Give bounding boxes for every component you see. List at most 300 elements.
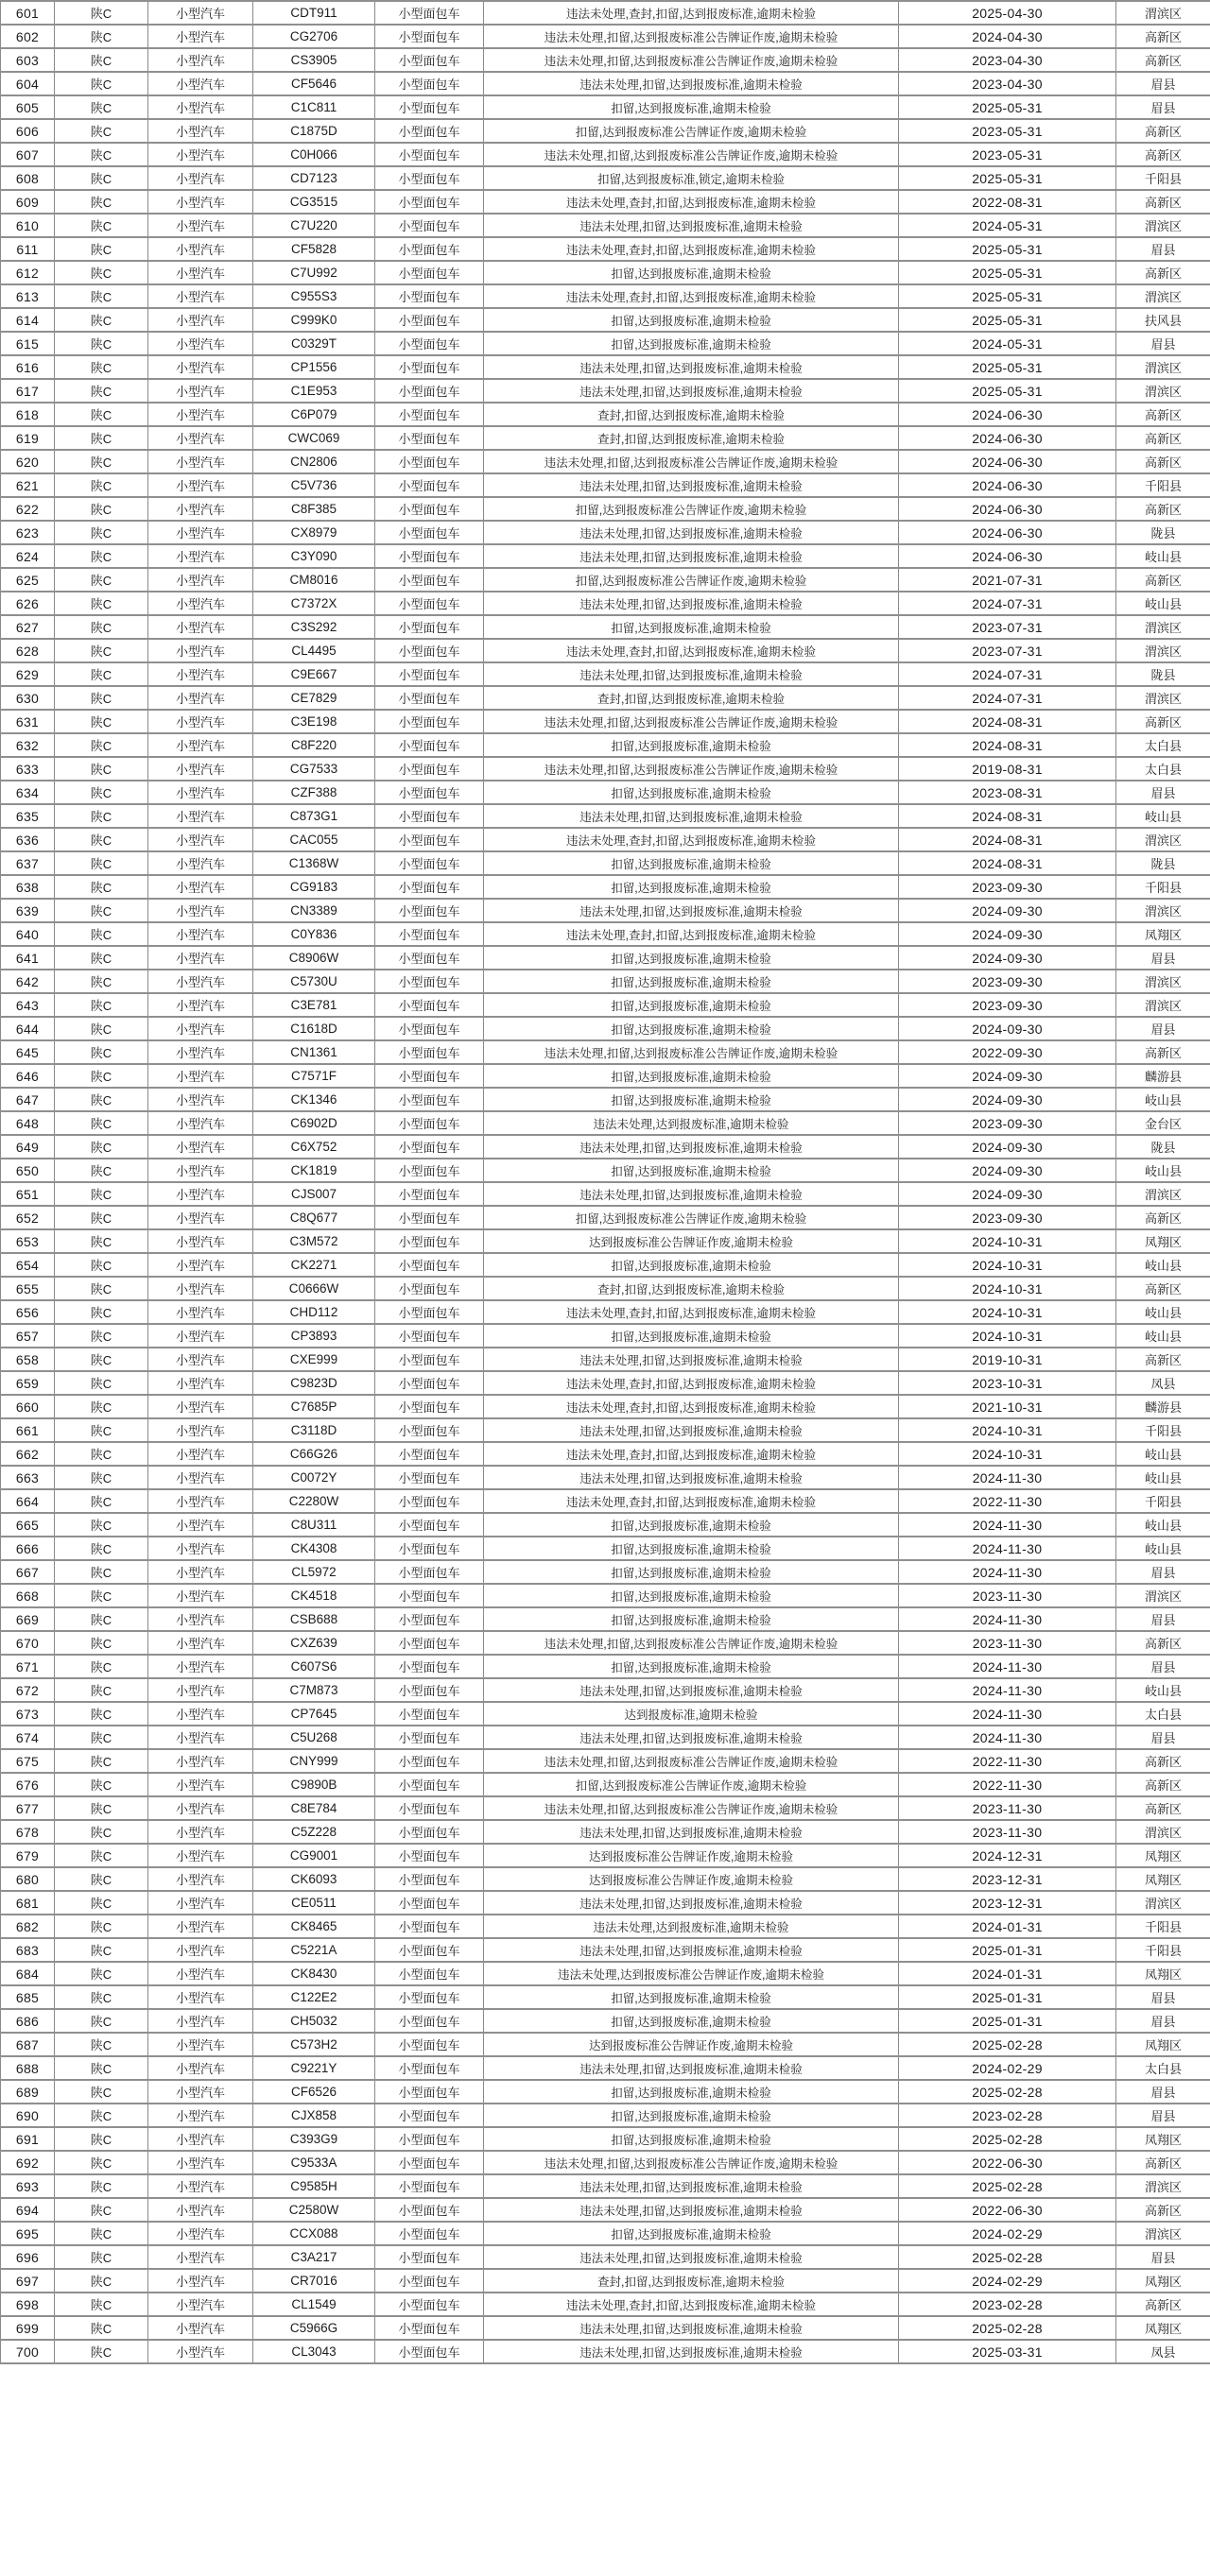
cell-district: 高新区 <box>1116 1773 1210 1796</box>
cell-sequence-number: 680 <box>1 1867 55 1891</box>
cell-plate-prefix: 陕C <box>55 190 148 214</box>
cell-vehicle-type: 小型面包车 <box>375 781 484 804</box>
table-row <box>1 2316 1210 2340</box>
cell-plate-prefix: 陕C <box>55 615 148 639</box>
cell-sequence-number: 643 <box>1 993 55 1017</box>
table-row <box>1 1584 1210 1607</box>
cell-deadline-date: 2024-08-31 <box>899 710 1116 733</box>
cell-plate-number: C3S292 <box>253 615 375 639</box>
cell-sequence-number: 610 <box>1 214 55 237</box>
cell-sequence-number: 603 <box>1 48 55 72</box>
cell-plate-number: CCX088 <box>253 2222 375 2245</box>
cell-plate-prefix: 陕C <box>55 1584 148 1607</box>
table-row <box>1 403 1210 426</box>
cell-scrap-status: 违法未处理,扣留,达到报废标准公告牌证作废,逾期未检验 <box>484 710 899 733</box>
cell-scrap-status: 违法未处理,查封,扣留,达到报废标准,逾期未检验 <box>484 237 899 261</box>
cell-district: 千阳县 <box>1116 875 1210 899</box>
cell-scrap-status: 违法未处理,扣留,达到报废标准,逾期未检验 <box>484 2198 899 2222</box>
cell-scrap-status: 扣留,达到报废标准,逾期未检验 <box>484 851 899 875</box>
table-row <box>1 1489 1210 1513</box>
cell-vehicle-class: 小型汽车 <box>148 1489 253 1513</box>
cell-scrap-status: 扣留,达到报废标准,逾期未检验 <box>484 733 899 757</box>
cell-plate-number: C3118D <box>253 1418 375 1442</box>
cell-scrap-status: 违法未处理,达到报废标准,逾期未检验 <box>484 1111 899 1135</box>
cell-vehicle-class: 小型汽车 <box>148 1040 253 1064</box>
cell-plate-prefix: 陕C <box>55 143 148 166</box>
table-row <box>1 1088 1210 1111</box>
cell-deadline-date: 2022-06-30 <box>899 2151 1116 2174</box>
cell-sequence-number: 693 <box>1 2174 55 2198</box>
table-row <box>1 48 1210 72</box>
cell-sequence-number: 630 <box>1 686 55 710</box>
cell-vehicle-type: 小型面包车 <box>375 1206 484 1229</box>
cell-vehicle-class: 小型汽车 <box>148 1229 253 1253</box>
cell-vehicle-type: 小型面包车 <box>375 970 484 993</box>
cell-deadline-date: 2024-11-30 <box>899 1726 1116 1749</box>
cell-plate-number: C1875D <box>253 119 375 143</box>
cell-scrap-status: 扣留,达到报废标准,逾期未检验 <box>484 1159 899 1182</box>
cell-vehicle-type: 小型面包车 <box>375 403 484 426</box>
cell-sequence-number: 677 <box>1 1796 55 1820</box>
cell-sequence-number: 666 <box>1 1537 55 1560</box>
cell-plate-prefix: 陕C <box>55 1749 148 1773</box>
table-row <box>1 1867 1210 1891</box>
cell-district: 眉县 <box>1116 2009 1210 2033</box>
cell-plate-prefix: 陕C <box>55 1040 148 1064</box>
cell-vehicle-class: 小型汽车 <box>148 521 253 544</box>
cell-vehicle-class: 小型汽车 <box>148 970 253 993</box>
cell-vehicle-type: 小型面包车 <box>375 521 484 544</box>
cell-district: 高新区 <box>1116 497 1210 521</box>
cell-sequence-number: 664 <box>1 1489 55 1513</box>
cell-district: 高新区 <box>1116 190 1210 214</box>
cell-scrap-status: 违法未处理,扣留,达到报废标准,逾期未检验 <box>484 355 899 379</box>
cell-scrap-status: 违法未处理,扣留,达到报废标准,逾期未检验 <box>484 473 899 497</box>
cell-scrap-status: 扣留,达到报废标准,逾期未检验 <box>484 1064 899 1088</box>
table-row <box>1 922 1210 946</box>
table-row <box>1 781 1210 804</box>
cell-district: 太白县 <box>1116 2056 1210 2080</box>
cell-vehicle-type: 小型面包车 <box>375 1820 484 1844</box>
cell-vehicle-type: 小型面包车 <box>375 568 484 592</box>
table-row <box>1 1915 1210 1938</box>
cell-sequence-number: 695 <box>1 2222 55 2245</box>
cell-district: 凤翔区 <box>1116 1962 1210 1985</box>
cell-vehicle-class: 小型汽车 <box>148 1418 253 1442</box>
cell-vehicle-type: 小型面包车 <box>375 119 484 143</box>
cell-plate-prefix: 陕C <box>55 426 148 450</box>
table-row <box>1 1726 1210 1749</box>
cell-scrap-status: 违法未处理,查封,扣留,达到报废标准,逾期未检验 <box>484 1489 899 1513</box>
cell-vehicle-class: 小型汽车 <box>148 875 253 899</box>
cell-scrap-status: 违法未处理,查封,扣留,达到报废标准,逾期未检验 <box>484 639 899 662</box>
cell-sequence-number: 663 <box>1 1466 55 1489</box>
cell-plate-number: C2580W <box>253 2198 375 2222</box>
cell-vehicle-type: 小型面包车 <box>375 1064 484 1088</box>
cell-vehicle-class: 小型汽车 <box>148 2269 253 2293</box>
cell-vehicle-class: 小型汽车 <box>148 1844 253 1867</box>
cell-sequence-number: 684 <box>1 1962 55 1985</box>
cell-vehicle-class: 小型汽车 <box>148 1985 253 2009</box>
table-row <box>1 2009 1210 2033</box>
cell-deadline-date: 2023-11-30 <box>899 1631 1116 1655</box>
cell-plate-number: CG3515 <box>253 190 375 214</box>
cell-plate-prefix: 陕C <box>55 1442 148 1466</box>
cell-vehicle-type: 小型面包车 <box>375 2245 484 2269</box>
cell-deadline-date: 2024-09-30 <box>899 1017 1116 1040</box>
cell-plate-prefix: 陕C <box>55 828 148 851</box>
cell-district: 眉县 <box>1116 2080 1210 2104</box>
cell-sequence-number: 650 <box>1 1159 55 1182</box>
cell-plate-prefix: 陕C <box>55 1418 148 1442</box>
cell-district: 眉县 <box>1116 72 1210 95</box>
cell-vehicle-class: 小型汽车 <box>148 1442 253 1466</box>
cell-plate-number: C3A217 <box>253 2245 375 2269</box>
cell-plate-number: C8F220 <box>253 733 375 757</box>
table-row <box>1 473 1210 497</box>
table-row <box>1 1844 1210 1867</box>
cell-vehicle-type: 小型面包车 <box>375 1229 484 1253</box>
cell-plate-number: C9890B <box>253 1773 375 1796</box>
cell-sequence-number: 629 <box>1 662 55 686</box>
cell-sequence-number: 673 <box>1 1702 55 1726</box>
cell-deadline-date: 2024-06-30 <box>899 521 1116 544</box>
table-row <box>1 993 1210 1017</box>
cell-sequence-number: 623 <box>1 521 55 544</box>
cell-plate-prefix: 陕C <box>55 1229 148 1253</box>
cell-plate-prefix: 陕C <box>55 733 148 757</box>
cell-vehicle-class: 小型汽车 <box>148 851 253 875</box>
table-row <box>1 1962 1210 1985</box>
cell-vehicle-type: 小型面包车 <box>375 2198 484 2222</box>
cell-plate-number: CK4308 <box>253 1537 375 1560</box>
cell-plate-number: CK8430 <box>253 1962 375 1985</box>
cell-deadline-date: 2024-06-30 <box>899 450 1116 473</box>
cell-vehicle-class: 小型汽车 <box>148 2222 253 2245</box>
cell-deadline-date: 2023-08-31 <box>899 781 1116 804</box>
cell-vehicle-class: 小型汽车 <box>148 2245 253 2269</box>
cell-vehicle-class: 小型汽车 <box>148 1749 253 1773</box>
cell-scrap-status: 扣留,达到报废标准公告牌证作废,逾期未检验 <box>484 568 899 592</box>
cell-district: 凤翔区 <box>1116 2127 1210 2151</box>
cell-sequence-number: 616 <box>1 355 55 379</box>
cell-vehicle-class: 小型汽车 <box>148 450 253 473</box>
cell-vehicle-type: 小型面包车 <box>375 72 484 95</box>
cell-deadline-date: 2023-09-30 <box>899 875 1116 899</box>
table-row <box>1 1135 1210 1159</box>
cell-vehicle-type: 小型面包车 <box>375 544 484 568</box>
cell-sequence-number: 670 <box>1 1631 55 1655</box>
cell-scrap-status: 违法未处理,查封,扣留,达到报废标准,逾期未检验 <box>484 1395 899 1418</box>
cell-plate-number: CXZ639 <box>253 1631 375 1655</box>
cell-vehicle-type: 小型面包车 <box>375 1371 484 1395</box>
cell-deadline-date: 2023-04-30 <box>899 48 1116 72</box>
table-row <box>1 851 1210 875</box>
table-row <box>1 1820 1210 1844</box>
cell-district: 渭滨区 <box>1116 2174 1210 2198</box>
cell-sequence-number: 694 <box>1 2198 55 2222</box>
cell-plate-prefix: 陕C <box>55 1395 148 1418</box>
cell-scrap-status: 扣留,达到报废标准,逾期未检验 <box>484 1324 899 1348</box>
cell-sequence-number: 633 <box>1 757 55 781</box>
cell-deadline-date: 2024-11-30 <box>899 1655 1116 1678</box>
cell-plate-prefix: 陕C <box>55 1891 148 1915</box>
cell-vehicle-type: 小型面包车 <box>375 1513 484 1537</box>
cell-plate-number: CDT911 <box>253 1 375 25</box>
cell-plate-number: C5221A <box>253 1938 375 1962</box>
cell-deadline-date: 2023-12-31 <box>899 1867 1116 1891</box>
cell-vehicle-type: 小型面包车 <box>375 2340 484 2363</box>
cell-deadline-date: 2025-05-31 <box>899 379 1116 403</box>
cell-plate-number: C0329T <box>253 332 375 355</box>
cell-district: 眉县 <box>1116 1560 1210 1584</box>
cell-plate-number: CK6093 <box>253 1867 375 1891</box>
cell-plate-prefix: 陕C <box>55 1111 148 1135</box>
cell-sequence-number: 634 <box>1 781 55 804</box>
cell-vehicle-class: 小型汽车 <box>148 2174 253 2198</box>
cell-deadline-date: 2019-08-31 <box>899 757 1116 781</box>
cell-plate-prefix: 陕C <box>55 946 148 970</box>
table-row <box>1 804 1210 828</box>
cell-vehicle-type: 小型面包车 <box>375 2151 484 2174</box>
cell-sequence-number: 622 <box>1 497 55 521</box>
cell-district: 高新区 <box>1116 2198 1210 2222</box>
cell-scrap-status: 违法未处理,查封,扣留,达到报废标准,逾期未检验 <box>484 1300 899 1324</box>
cell-district: 陇县 <box>1116 521 1210 544</box>
cell-plate-number: CM8016 <box>253 568 375 592</box>
cell-plate-prefix: 陕C <box>55 1513 148 1537</box>
cell-vehicle-type: 小型面包车 <box>375 426 484 450</box>
cell-vehicle-type: 小型面包车 <box>375 1655 484 1678</box>
cell-sequence-number: 621 <box>1 473 55 497</box>
cell-district: 渭滨区 <box>1116 639 1210 662</box>
cell-deadline-date: 2021-07-31 <box>899 568 1116 592</box>
cell-district: 高新区 <box>1116 143 1210 166</box>
cell-scrap-status: 违法未处理,扣留,达到报废标准,逾期未检验 <box>484 899 899 922</box>
cell-scrap-status: 扣留,达到报废标准,逾期未检验 <box>484 95 899 119</box>
cell-plate-number: CWC069 <box>253 426 375 450</box>
cell-deadline-date: 2024-08-31 <box>899 828 1116 851</box>
cell-plate-prefix: 陕C <box>55 25 148 48</box>
cell-scrap-status: 达到报废标准公告牌证作废,逾期未检验 <box>484 1867 899 1891</box>
cell-deadline-date: 2025-02-28 <box>899 2127 1116 2151</box>
cell-sequence-number: 652 <box>1 1206 55 1229</box>
cell-plate-prefix: 陕C <box>55 686 148 710</box>
cell-sequence-number: 637 <box>1 851 55 875</box>
cell-district: 渭滨区 <box>1116 1820 1210 1844</box>
cell-deadline-date: 2023-05-31 <box>899 143 1116 166</box>
cell-district: 凤县 <box>1116 1371 1210 1395</box>
cell-plate-prefix: 陕C <box>55 1726 148 1749</box>
cell-vehicle-type: 小型面包车 <box>375 379 484 403</box>
cell-vehicle-class: 小型汽车 <box>148 828 253 851</box>
cell-deadline-date: 2023-07-31 <box>899 639 1116 662</box>
cell-vehicle-class: 小型汽车 <box>148 1702 253 1726</box>
cell-vehicle-type: 小型面包车 <box>375 1418 484 1442</box>
cell-vehicle-class: 小型汽车 <box>148 946 253 970</box>
cell-sequence-number: 671 <box>1 1655 55 1678</box>
cell-plate-number: CK2271 <box>253 1253 375 1277</box>
cell-plate-number: CX8979 <box>253 521 375 544</box>
cell-plate-number: CN3389 <box>253 899 375 922</box>
cell-plate-number: CHD112 <box>253 1300 375 1324</box>
cell-district: 岐山县 <box>1116 1442 1210 1466</box>
cell-district: 高新区 <box>1116 710 1210 733</box>
cell-plate-number: C3M572 <box>253 1229 375 1253</box>
cell-vehicle-class: 小型汽车 <box>148 1962 253 1985</box>
cell-sequence-number: 649 <box>1 1135 55 1159</box>
cell-plate-number: C5Z228 <box>253 1820 375 1844</box>
cell-scrap-status: 达到报废标准,逾期未检验 <box>484 1702 899 1726</box>
cell-sequence-number: 613 <box>1 284 55 308</box>
cell-vehicle-class: 小型汽车 <box>148 1537 253 1560</box>
cell-sequence-number: 669 <box>1 1607 55 1631</box>
table-row <box>1 1418 1210 1442</box>
cell-deadline-date: 2024-06-30 <box>899 473 1116 497</box>
cell-plate-prefix: 陕C <box>55 473 148 497</box>
cell-deadline-date: 2024-05-31 <box>899 332 1116 355</box>
cell-plate-prefix: 陕C <box>55 48 148 72</box>
cell-plate-prefix: 陕C <box>55 1 148 25</box>
cell-plate-prefix: 陕C <box>55 1088 148 1111</box>
table-row <box>1 1 1210 25</box>
cell-vehicle-class: 小型汽车 <box>148 2198 253 2222</box>
cell-sequence-number: 690 <box>1 2104 55 2127</box>
cell-vehicle-type: 小型面包车 <box>375 1891 484 1915</box>
cell-scrap-status: 违法未处理,扣留,达到报废标准公告牌证作废,逾期未检验 <box>484 1631 899 1655</box>
cell-district: 眉县 <box>1116 781 1210 804</box>
table-row <box>1 1702 1210 1726</box>
cell-sequence-number: 641 <box>1 946 55 970</box>
cell-vehicle-type: 小型面包车 <box>375 1607 484 1631</box>
cell-vehicle-type: 小型面包车 <box>375 2127 484 2151</box>
cell-deadline-date: 2025-05-31 <box>899 284 1116 308</box>
cell-scrap-status: 违法未处理,扣留,达到报废标准,逾期未检验 <box>484 1466 899 1489</box>
cell-district: 高新区 <box>1116 1277 1210 1300</box>
cell-plate-number: C5966G <box>253 2316 375 2340</box>
cell-district: 麟游县 <box>1116 1064 1210 1088</box>
table-row <box>1 970 1210 993</box>
cell-plate-number: CG7533 <box>253 757 375 781</box>
cell-vehicle-class: 小型汽车 <box>148 1 253 25</box>
cell-vehicle-class: 小型汽车 <box>148 497 253 521</box>
cell-scrap-status: 查封,扣留,达到报废标准,逾期未检验 <box>484 2269 899 2293</box>
cell-plate-number: C7685P <box>253 1395 375 1418</box>
cell-scrap-status: 违法未处理,扣留,达到报废标准公告牌证作废,逾期未检验 <box>484 1040 899 1064</box>
cell-plate-number: C2280W <box>253 1489 375 1513</box>
cell-deadline-date: 2024-10-31 <box>899 1300 1116 1324</box>
cell-district: 千阳县 <box>1116 1938 1210 1962</box>
cell-district: 高新区 <box>1116 1631 1210 1655</box>
cell-vehicle-class: 小型汽车 <box>148 2033 253 2056</box>
cell-vehicle-class: 小型汽车 <box>148 119 253 143</box>
cell-district: 高新区 <box>1116 1206 1210 1229</box>
cell-vehicle-type: 小型面包车 <box>375 2104 484 2127</box>
cell-plate-number: CSB688 <box>253 1607 375 1631</box>
cell-scrap-status: 扣留,达到报废标准,逾期未检验 <box>484 2009 899 2033</box>
cell-sequence-number: 627 <box>1 615 55 639</box>
cell-vehicle-class: 小型汽车 <box>148 1064 253 1088</box>
cell-deadline-date: 2024-09-30 <box>899 1159 1116 1182</box>
cell-plate-prefix: 陕C <box>55 1938 148 1962</box>
cell-sequence-number: 682 <box>1 1915 55 1938</box>
cell-plate-prefix: 陕C <box>55 1537 148 1560</box>
cell-sequence-number: 642 <box>1 970 55 993</box>
cell-plate-number: C8Q677 <box>253 1206 375 1229</box>
table-row <box>1 450 1210 473</box>
cell-plate-prefix: 陕C <box>55 2198 148 2222</box>
cell-plate-prefix: 陕C <box>55 1348 148 1371</box>
cell-sequence-number: 631 <box>1 710 55 733</box>
table-row <box>1 284 1210 308</box>
table-row <box>1 1938 1210 1962</box>
cell-plate-number: C122E2 <box>253 1985 375 2009</box>
cell-vehicle-type: 小型面包车 <box>375 1253 484 1277</box>
cell-deadline-date: 2024-10-31 <box>899 1324 1116 1348</box>
cell-vehicle-type: 小型面包车 <box>375 308 484 332</box>
cell-district: 眉县 <box>1116 1985 1210 2009</box>
cell-plate-prefix: 陕C <box>55 403 148 426</box>
cell-plate-prefix: 陕C <box>55 1631 148 1655</box>
cell-sequence-number: 685 <box>1 1985 55 2009</box>
cell-sequence-number: 639 <box>1 899 55 922</box>
cell-vehicle-type: 小型面包车 <box>375 1749 484 1773</box>
table-row <box>1 355 1210 379</box>
cell-plate-number: CAC055 <box>253 828 375 851</box>
cell-district: 高新区 <box>1116 2151 1210 2174</box>
cell-plate-number: CJS007 <box>253 1182 375 1206</box>
cell-plate-prefix: 陕C <box>55 1607 148 1631</box>
cell-sequence-number: 646 <box>1 1064 55 1088</box>
table-row <box>1 1655 1210 1678</box>
cell-sequence-number: 655 <box>1 1277 55 1300</box>
cell-scrap-status: 扣留,达到报废标准,逾期未检验 <box>484 875 899 899</box>
cell-vehicle-class: 小型汽车 <box>148 308 253 332</box>
cell-deadline-date: 2024-10-31 <box>899 1277 1116 1300</box>
table-row <box>1 686 1210 710</box>
cell-plate-prefix: 陕C <box>55 1253 148 1277</box>
cell-sequence-number: 628 <box>1 639 55 662</box>
cell-vehicle-class: 小型汽车 <box>148 1324 253 1348</box>
cell-district: 千阳县 <box>1116 1915 1210 1938</box>
cell-district: 千阳县 <box>1116 166 1210 190</box>
table-row <box>1 1985 1210 2009</box>
cell-scrap-status: 违法未处理,扣留,达到报废标准公告牌证作废,逾期未检验 <box>484 1749 899 1773</box>
cell-deadline-date: 2024-05-31 <box>899 214 1116 237</box>
cell-sequence-number: 636 <box>1 828 55 851</box>
cell-district: 凤县 <box>1116 2340 1210 2363</box>
cell-vehicle-class: 小型汽车 <box>148 403 253 426</box>
cell-scrap-status: 扣留,达到报废标准,逾期未检验 <box>484 1537 899 1560</box>
cell-plate-number: CF5646 <box>253 72 375 95</box>
table-row <box>1 733 1210 757</box>
cell-scrap-status: 违法未处理,扣留,达到报废标准,逾期未检验 <box>484 1135 899 1159</box>
cell-vehicle-class: 小型汽车 <box>148 1300 253 1324</box>
table-row <box>1 1607 1210 1631</box>
cell-plate-prefix: 陕C <box>55 1182 148 1206</box>
cell-deadline-date: 2024-06-30 <box>899 403 1116 426</box>
table-row <box>1 2033 1210 2056</box>
cell-sequence-number: 638 <box>1 875 55 899</box>
cell-vehicle-type: 小型面包车 <box>375 2033 484 2056</box>
cell-vehicle-class: 小型汽车 <box>148 1371 253 1395</box>
cell-plate-prefix: 陕C <box>55 1064 148 1088</box>
cell-district: 陇县 <box>1116 662 1210 686</box>
table-row <box>1 2340 1210 2363</box>
cell-scrap-status: 扣留,达到报废标准,逾期未检验 <box>484 781 899 804</box>
cell-deadline-date: 2023-10-31 <box>899 1371 1116 1395</box>
cell-district: 凤翔区 <box>1116 1844 1210 1867</box>
